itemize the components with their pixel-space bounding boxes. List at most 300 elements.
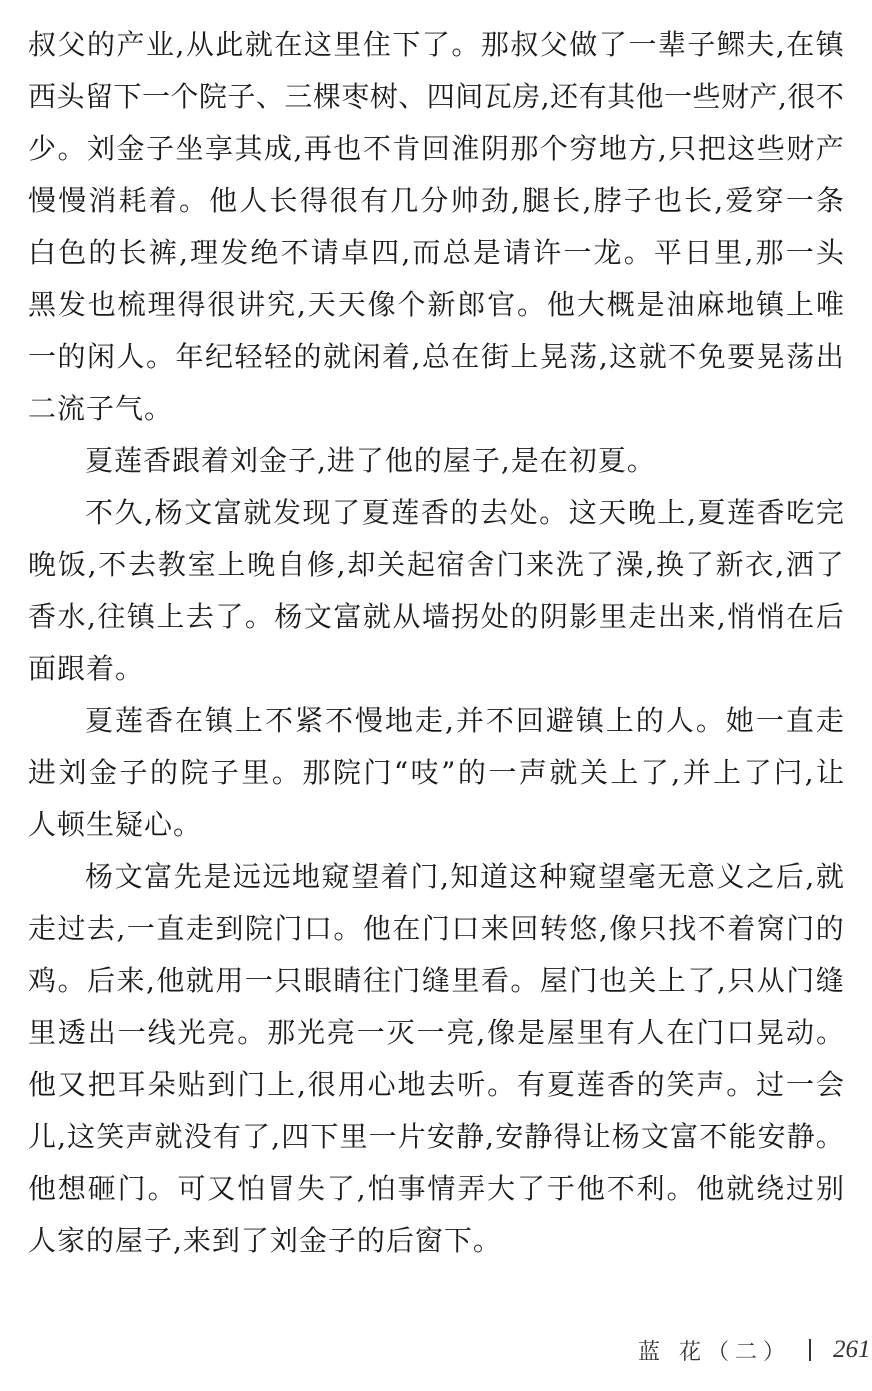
glyph: 地 xyxy=(385,704,414,737)
glyph: 着 xyxy=(380,860,409,893)
glyph: 光 xyxy=(297,1016,326,1049)
glyph: 下 xyxy=(392,28,421,61)
glyph: 窥 xyxy=(568,860,597,893)
glyph: 口 xyxy=(726,1016,755,1049)
glyph: 悄 xyxy=(727,600,756,633)
glyph: 不 xyxy=(606,1172,635,1205)
text-line: 二流子气。 xyxy=(28,392,174,425)
glyph: 又 xyxy=(207,1172,236,1205)
glyph: 。 xyxy=(147,1172,176,1205)
glyph: 紧 xyxy=(295,704,324,737)
glyph: 。 xyxy=(666,1172,695,1205)
glyph: 镇 xyxy=(815,28,844,61)
glyph: 。 xyxy=(244,600,273,633)
glyph: 后 xyxy=(775,860,804,893)
glyph: 莲 xyxy=(391,496,420,529)
glyph: , xyxy=(87,600,96,633)
glyph: 把 xyxy=(697,132,726,165)
glyph: 耗 xyxy=(118,184,147,217)
glyph: 唯 xyxy=(815,288,844,321)
glyph: 去 xyxy=(128,548,157,581)
glyph: 住 xyxy=(362,28,391,61)
glyph: 龙 xyxy=(593,236,622,269)
glyph: 个 xyxy=(539,132,568,165)
glyph: 天 xyxy=(598,496,627,529)
glyph: 那 xyxy=(480,28,509,61)
glyph: 。 xyxy=(487,1068,516,1101)
glyph: 父 xyxy=(539,28,568,61)
glyph: 了 xyxy=(421,28,450,61)
glyph: 个 xyxy=(170,80,199,113)
glyph: 灭 xyxy=(386,1016,415,1049)
glyph: 知 xyxy=(450,860,479,893)
glyph: 不 xyxy=(699,1120,728,1153)
glyph: 心 xyxy=(367,1068,396,1101)
glyph: 里 xyxy=(339,1120,368,1153)
glyph: 门 xyxy=(392,964,421,997)
glyph: 过 xyxy=(756,1068,785,1101)
glyph: 处 xyxy=(480,600,509,633)
glyph: 水 xyxy=(57,600,86,633)
glyph: 自 xyxy=(277,548,306,581)
glyph: 不 xyxy=(325,704,354,737)
glyph: 四 xyxy=(371,236,400,269)
glyph: 里 xyxy=(241,756,270,789)
glyph: 总 xyxy=(442,236,471,269)
glyph: 找 xyxy=(668,912,697,945)
glyph: 理 xyxy=(190,236,219,269)
glyph: 荡 xyxy=(786,340,815,373)
glyph: 修 xyxy=(306,548,335,581)
glyph: 门 xyxy=(496,548,525,581)
glyph: 总 xyxy=(421,340,450,373)
glyph: 处 xyxy=(509,496,538,529)
glyph: 片 xyxy=(397,1120,426,1153)
glyph: 用 xyxy=(215,964,244,997)
glyph: 阴 xyxy=(480,132,509,165)
glyph: 出 xyxy=(87,1016,116,1049)
glyph: 的 xyxy=(636,1068,665,1101)
glyph: 人 xyxy=(636,1016,665,1049)
glyph: 在 xyxy=(175,704,204,737)
glyph: 来 xyxy=(526,548,555,581)
glyph: 看 xyxy=(480,964,509,997)
glyph: 到 xyxy=(215,912,244,945)
glyph: , xyxy=(716,964,726,997)
glyph: 回 xyxy=(510,912,539,945)
glyph: 享 xyxy=(205,132,234,165)
glyph: 饭 xyxy=(57,548,86,581)
glyph: 富 xyxy=(670,1120,699,1153)
glyph: 不 xyxy=(485,704,514,737)
glyph: 那 xyxy=(755,236,784,269)
glyph: 关 xyxy=(628,964,657,997)
glyph: 坐 xyxy=(175,132,204,165)
glyph: 在 xyxy=(786,600,815,633)
glyph: 不 xyxy=(668,340,697,373)
glyph: 后 xyxy=(815,600,844,633)
glyph: 无 xyxy=(657,860,686,893)
glyph: 要 xyxy=(727,340,756,373)
glyph: 失 xyxy=(297,1172,326,1205)
glyph: 概 xyxy=(606,288,635,321)
glyph: 晚 xyxy=(28,548,57,581)
glyph: , xyxy=(144,496,154,529)
glyph: 他 xyxy=(362,912,391,945)
text-line xyxy=(28,851,844,903)
glyph: 想 xyxy=(57,1172,86,1205)
glyph: 麻 xyxy=(696,288,725,321)
glyph: 里 xyxy=(28,1016,57,1049)
glyph: , xyxy=(175,28,185,61)
glyph: , xyxy=(411,340,421,373)
glyph: 一 xyxy=(563,236,592,269)
glyph: 。 xyxy=(146,340,175,373)
glyph: 门 xyxy=(363,756,392,789)
glyph: 不 xyxy=(697,912,726,945)
glyph: 三 xyxy=(284,80,313,113)
glyph: 莲 xyxy=(115,704,144,737)
glyph: 慢 xyxy=(355,704,384,737)
glyph: 回 xyxy=(421,132,450,165)
glyph: , xyxy=(511,184,520,217)
glyph: 毫 xyxy=(627,860,656,893)
glyph: 得 xyxy=(177,288,206,321)
glyph: 其 xyxy=(607,80,636,113)
glyph: 也 xyxy=(87,288,116,321)
glyph: 不 xyxy=(98,548,127,581)
glyph: 富 xyxy=(144,860,173,893)
glyph: “ xyxy=(393,756,409,789)
glyph: 走 xyxy=(28,912,57,945)
glyph: 直 xyxy=(156,912,185,945)
glyph: 四 xyxy=(426,80,455,113)
glyph: 天 xyxy=(337,288,366,321)
glyph: 。 xyxy=(510,964,539,997)
glyph: 脖 xyxy=(593,184,622,217)
glyph: 里 xyxy=(598,600,627,633)
glyph: 不 xyxy=(362,132,391,165)
glyph: 走 xyxy=(815,704,844,737)
glyph: 文 xyxy=(184,496,213,529)
glyph: 直 xyxy=(785,704,814,737)
glyph: 他 xyxy=(28,1172,57,1205)
glyph: 发 xyxy=(57,288,86,321)
glyph: 院 xyxy=(244,912,273,945)
glyph: 的 xyxy=(88,236,117,269)
glyph: 怕 xyxy=(367,1172,396,1205)
text-line xyxy=(28,1059,844,1111)
glyph: , xyxy=(57,1120,67,1153)
glyph: 发 xyxy=(220,236,249,269)
glyph: , xyxy=(485,1120,495,1153)
glyph: 就 xyxy=(815,860,844,893)
glyph: 日 xyxy=(684,236,713,269)
glyph: 了 xyxy=(215,600,244,633)
glyph: 很 xyxy=(329,184,358,217)
glyph: 宿 xyxy=(436,548,465,581)
glyph: 来 xyxy=(116,964,145,997)
glyph: 。 xyxy=(333,912,362,945)
glyph: 又 xyxy=(57,1068,86,1101)
glyph: 了 xyxy=(585,548,614,581)
page-number: 261 xyxy=(833,1336,871,1363)
glyph: 一 xyxy=(416,1016,445,1049)
glyph: 情 xyxy=(427,1172,456,1205)
glyph: 就 xyxy=(549,756,578,789)
glyph: 了 xyxy=(332,496,361,529)
glyph: 阴 xyxy=(539,600,568,633)
glyph: 一 xyxy=(368,1120,397,1153)
glyph: 香 xyxy=(420,496,449,529)
glyph: 大 xyxy=(576,288,605,321)
glyph: 子 xyxy=(119,756,148,789)
glyph: 久 xyxy=(114,496,143,529)
glyph: 有 xyxy=(360,184,389,217)
glyph: 的 xyxy=(815,912,844,945)
glyph: 去 xyxy=(185,600,214,633)
glyph: 像 xyxy=(487,1016,516,1049)
footer-divider xyxy=(809,1339,811,1361)
text-line: 夏莲香跟着刘金子,进了他的屋子,是在初夏。 xyxy=(85,444,656,477)
glyph: 这 xyxy=(609,340,638,373)
glyph: 教 xyxy=(157,548,186,581)
glyph: 在 xyxy=(451,340,480,373)
glyph: 了 xyxy=(326,1172,355,1205)
glyph: 、 xyxy=(255,80,284,113)
text-line xyxy=(28,695,844,747)
glyph: 有 xyxy=(606,1016,635,1049)
glyph: 镇 xyxy=(575,704,604,737)
glyph: 金 xyxy=(88,756,117,789)
glyph: , xyxy=(657,132,667,165)
glyph: 消 xyxy=(88,184,117,217)
text-line xyxy=(28,487,844,539)
glyph: 地 xyxy=(726,288,755,321)
glyph: 义 xyxy=(716,860,745,893)
glyph: 棵 xyxy=(312,80,341,113)
glyph: 叔 xyxy=(28,28,57,61)
glyph: 去 xyxy=(427,1068,456,1101)
glyph: 院 xyxy=(198,80,227,113)
glyph: 门 xyxy=(274,912,303,945)
glyph: 上 xyxy=(657,964,686,997)
glyph: 的 xyxy=(510,600,539,633)
text-line xyxy=(28,227,844,279)
glyph: , xyxy=(671,756,681,789)
glyph: 文 xyxy=(303,600,332,633)
glyph: 亮 xyxy=(326,1016,355,1049)
glyph: 影 xyxy=(569,600,598,633)
glyph: 杨 xyxy=(154,496,183,529)
glyph: 轻 xyxy=(264,340,293,373)
glyph: 是 xyxy=(517,1016,546,1049)
glyph: 头 xyxy=(56,80,85,113)
glyph: 留 xyxy=(84,80,113,113)
glyph: 门 xyxy=(786,912,815,945)
glyph: 那 xyxy=(510,132,539,165)
glyph: 就 xyxy=(323,340,352,373)
glyph: 街 xyxy=(480,340,509,373)
glyph: 的 xyxy=(149,756,178,789)
glyph: 得 xyxy=(553,1120,582,1153)
glyph: , xyxy=(775,28,785,61)
glyph: 往 xyxy=(97,600,126,633)
glyph: 枣 xyxy=(341,80,370,113)
glyph: 声 xyxy=(125,1120,154,1153)
glyph: 的 xyxy=(450,496,479,529)
glyph: 。 xyxy=(57,132,86,165)
glyph: 。 xyxy=(271,756,300,789)
glyph: 了 xyxy=(685,548,714,581)
glyph: 叔 xyxy=(510,28,539,61)
glyph: 很 xyxy=(787,80,816,113)
glyph: 缝 xyxy=(421,964,450,997)
glyph: 朵 xyxy=(147,1068,176,1101)
glyph: , xyxy=(297,1068,306,1101)
glyph: 有 xyxy=(578,80,607,113)
glyph: 在 xyxy=(786,28,815,61)
glyph: 晚 xyxy=(247,548,276,581)
glyph: 夏 xyxy=(361,496,390,529)
glyph: 屋 xyxy=(546,1016,575,1049)
glyph: 头 xyxy=(815,236,844,269)
glyph: 财 xyxy=(721,80,750,113)
glyph: 种 xyxy=(539,860,568,893)
glyph: 透 xyxy=(57,1016,86,1049)
glyph: 产 xyxy=(116,28,145,61)
glyph: 到 xyxy=(207,1068,236,1101)
glyph: 门 xyxy=(237,1068,266,1101)
glyph: 有 xyxy=(517,1068,546,1101)
glyph: , xyxy=(336,548,346,581)
glyph: 色 xyxy=(58,236,87,269)
glyph: 杨 xyxy=(611,1120,640,1153)
glyph: 一 xyxy=(356,1016,385,1049)
glyph: 贴 xyxy=(177,1068,206,1101)
glyph: 不 xyxy=(280,236,309,269)
glyph: 走 xyxy=(415,704,444,737)
glyph: 一 xyxy=(786,1068,815,1101)
glyph: 一 xyxy=(664,80,693,113)
glyph: 了 xyxy=(598,28,627,61)
glyph: , xyxy=(87,548,97,581)
glyph: , xyxy=(687,496,696,529)
glyph: 。 xyxy=(726,1068,755,1101)
glyph: , xyxy=(271,1120,281,1153)
glyph: 让 xyxy=(582,1120,611,1153)
glyph: 人 xyxy=(665,704,694,737)
glyph: 往 xyxy=(362,964,391,997)
glyph: 镇 xyxy=(205,704,234,737)
glyph: 鳏 xyxy=(716,28,745,61)
glyph: 瓦 xyxy=(483,80,512,113)
glyph: 刘 xyxy=(87,132,116,165)
glyph: 他 xyxy=(696,1172,725,1205)
glyph: 一 xyxy=(28,340,57,373)
glyph: 只 xyxy=(274,964,303,997)
glyph: 也 xyxy=(653,184,682,217)
glyph: 富 xyxy=(213,496,242,529)
glyph: 产 xyxy=(815,132,844,165)
glyph: 产 xyxy=(749,80,778,113)
text-line xyxy=(28,747,844,799)
glyph: 也 xyxy=(598,964,627,997)
glyph: 并 xyxy=(682,756,711,789)
glyph: 夏 xyxy=(546,1068,575,1101)
glyph: 房 xyxy=(512,80,541,113)
glyph: 、 xyxy=(398,80,427,113)
glyph: 淮 xyxy=(451,132,480,165)
glyph: 在 xyxy=(666,1016,695,1049)
glyph: 裤 xyxy=(148,236,177,269)
glyph: 转 xyxy=(539,912,568,945)
glyph: 了 xyxy=(640,756,669,789)
glyph: , xyxy=(805,860,815,893)
glyph: 衣 xyxy=(745,548,774,581)
glyph: 像 xyxy=(367,288,396,321)
glyph: 他 xyxy=(635,80,664,113)
glyph: 亮 xyxy=(446,1016,475,1049)
glyph: 金 xyxy=(116,132,145,165)
glyph: , xyxy=(716,600,726,633)
glyph: 洗 xyxy=(555,548,584,581)
glyph: 来 xyxy=(687,600,716,633)
glyph: 而 xyxy=(412,236,441,269)
glyph: 眼 xyxy=(303,964,332,997)
glyph: 。 xyxy=(57,964,86,997)
glyph: 晃 xyxy=(756,340,785,373)
glyph: , xyxy=(476,1016,486,1049)
glyph: 是 xyxy=(203,860,232,893)
glyph: 澡 xyxy=(615,548,644,581)
glyph: 窥 xyxy=(321,860,350,893)
glyph: 道 xyxy=(479,860,508,893)
glyph: 了 xyxy=(743,756,772,789)
glyph: 。 xyxy=(178,184,207,217)
glyph: 这 xyxy=(509,860,538,893)
glyph: 安 xyxy=(495,1120,524,1153)
glyph: 。 xyxy=(517,288,546,321)
glyph: 穿 xyxy=(755,184,784,217)
glyph: 香 xyxy=(756,496,785,529)
running-title: 蓝 花（二） xyxy=(638,1339,791,1365)
glyph: 上 xyxy=(235,704,264,737)
glyph: 门 xyxy=(786,964,815,997)
glyph: 。 xyxy=(623,236,652,269)
glyph: 笑 xyxy=(666,1068,695,1101)
glyph: 人 xyxy=(116,340,145,373)
glyph: 是 xyxy=(636,288,665,321)
glyph: 就 xyxy=(362,600,391,633)
glyph: 进 xyxy=(28,756,57,789)
glyph: 着 xyxy=(382,340,411,373)
glyph: 他 xyxy=(576,1172,605,1205)
glyph: 闩 xyxy=(774,756,803,789)
glyph: 会 xyxy=(815,1068,844,1101)
text-line: 人顿生疑心。 xyxy=(28,808,203,841)
glyph: 里 xyxy=(576,1016,605,1049)
text-line: 人家的屋子,来到了刘金子的后窗下。 xyxy=(28,1224,502,1257)
glyph: 吃 xyxy=(786,496,815,529)
glyph: 官 xyxy=(487,288,516,321)
glyph: 上 xyxy=(217,548,246,581)
glyph: 缝 xyxy=(815,964,844,997)
glyph: 绕 xyxy=(756,1172,785,1205)
glyph: 油 xyxy=(666,288,695,321)
glyph: 下 xyxy=(113,80,142,113)
glyph: 子 xyxy=(227,80,256,113)
